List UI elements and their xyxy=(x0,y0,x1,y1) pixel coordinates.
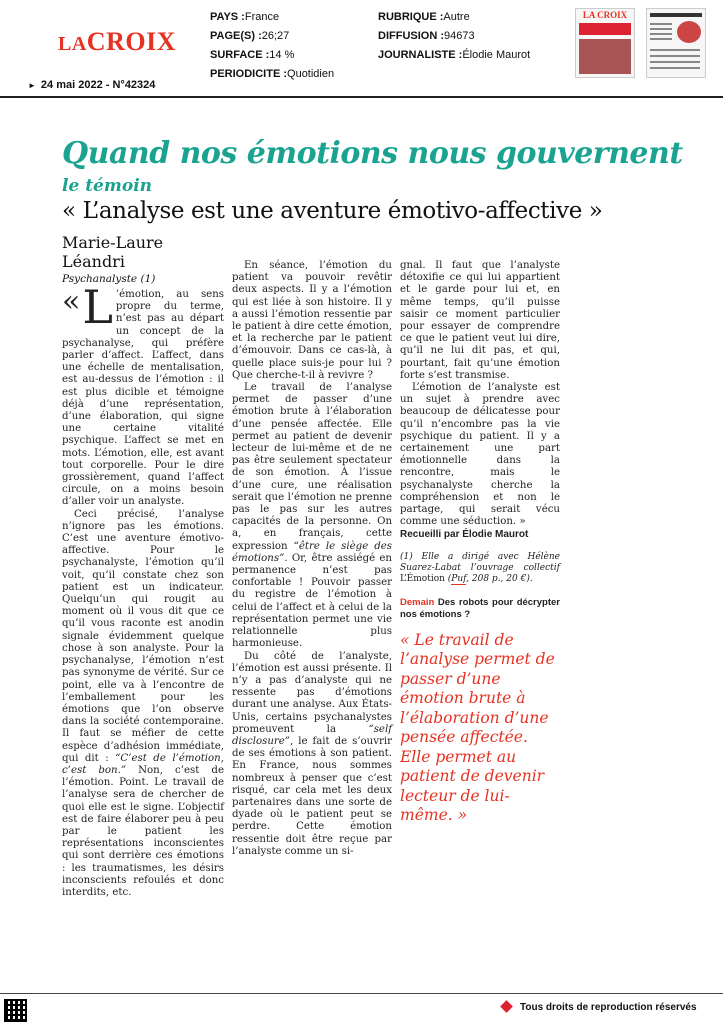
meta-diffusion: DIFFUSION :94673 xyxy=(378,30,475,42)
meta-journaliste: JOURNALISTE :Élodie Maurot xyxy=(378,49,531,61)
paragraph: En séance, l’émotion du patient va pouvoir revêtir deux aspects. Il y a l’émotion qui est liée à son histoire. Il y a aussi l’émotion ressentie par le patient à dire cette émotion, et la recherche par le patient d’émouvoir. Dans ce cas-là, à quelle place suis-je pour lui ? Que cherche-t-il à revivre ? xyxy=(232,260,392,381)
kicker: le témoin xyxy=(62,176,153,196)
page-thumbnail-2 xyxy=(646,8,706,78)
paragraph: L’émotion de l’analyste est un sujet à prendre avec beaucoup de délicatesse pour qu’il n’encombre pas la vie psychique du patient. Il y a certainement une part émotionnelle dans la rencontre, mais le psychanalyste cherche la compréhension et non le partage, qui serait vécu comme une séduction. » xyxy=(400,382,560,528)
copyright-notice: Tous droits de reproduction réservés xyxy=(502,1002,697,1013)
page-thumbnail-1: LA CROIX xyxy=(575,8,635,78)
meta-pays: PAYS :France xyxy=(210,11,280,23)
meta-left xyxy=(210,8,334,84)
next-day-teaser: Demain Des robots pour décrypter nos émotions ? xyxy=(400,596,560,620)
paragraph: gnal. Il faut que l’analyste détoxifie ce qui lui appartient et le garde pour lui et, en même temps, qu’il puisse saisir ce moment particulier pour essayer de comprendre ce que le patient veut lui dire, qu’il ne lui dit pas, et qui, pourtant, fait qu’une émotion forte s’est transmise. xyxy=(400,260,560,381)
footer-divider xyxy=(0,993,723,994)
author-name: Marie-Laure Léandri xyxy=(62,233,164,271)
triangle-right-icon: ► xyxy=(28,81,36,90)
header-divider xyxy=(0,96,723,98)
column-3 xyxy=(400,260,560,826)
paragraph: Le travail de l’analyse permet de passer d’une émotion brute à l’élaboration d’une pensée affectée. Elle permet au patient de devenir lecteur de lui-même et de ne pas être seulement spectateur de son émotion. À l’issue d’une cure, une réalisation serait que l’émotion ne prenne pas le pas sur les autres capacités de la personne. On a, en français, cette expression “être le siège des émotions”. Or, être assiégé en permanence n’est pas confortable ! Pouvoir passer du registre de l’émotion à celui de l’affect et à celui de la représentation permet une vie relationnelle plus harmonieuse. xyxy=(232,382,393,650)
meta-right xyxy=(378,8,530,65)
qr-code-icon xyxy=(4,999,27,1022)
section-title: Quand nos émotions nous gouvernent xyxy=(62,136,683,171)
headline: « L’analyse est une aventure émotivo-affective » xyxy=(62,198,603,224)
meta-surface: SURFACE :14 % xyxy=(210,49,295,61)
pull-quote: « Le travail de l’analyse permet de passer d’une émotion brute à l’élaboration d’une pensée affectée. Elle permet au patient de devenir lecteur de lui-même. » xyxy=(400,630,555,825)
author-role: Psychanalyste (1) xyxy=(62,273,156,285)
cube-icon xyxy=(500,1000,513,1013)
meta-rubrique: RUBRIQUE :Autre xyxy=(378,11,470,23)
column-2 xyxy=(232,260,392,858)
clipping-header xyxy=(0,0,723,98)
paragraph: « L ’émotion, au sens propre du terme, n’est pas au départ un concept de la psychanalyse, qui préfère parler d’affect. L’affect, dans une échelle de mentalisation, est au-dessus de l’émotion : il est plus dicible et témoigne déjà d’une représentation, d’une élaboration, qui signe une certaine vitalité psychique. L’affect se met en mots. L’émotion, elle, est avant tout corporelle. Pour le dire grossièrement, quand l’affect circule, on a moins besoin d’aller voir un analyste. xyxy=(62,280,224,508)
drop-cap: L xyxy=(82,280,113,334)
meta-periodicite: PERIODICITE :Quotidien xyxy=(210,68,335,80)
column-1 xyxy=(62,280,224,899)
issue-date: ► 24 mai 2022 - N°42324 xyxy=(28,79,156,91)
paragraph: Ceci précisé, l’analyse n’ignore pas les émotions. C’est une aventure émotivo-affective. Pour le psychanalyste, l’émotion qu’il voit, qu’il constate chez son patient est un indicateur. Quelqu’un qui rougit au moment où il vous dit que ce qu’il vous raconte est anodin signale évidemment quelque chose à son analyste. Pour la psychanalyse, l’émotion n’est pas synonyme de vérité. Sur ce point, elle va à l’encontre de l’emballement pour les émotions que l’on observe dans la société contemporaine. Il faut se méfier de cette espèce d’adhésion immédiate, qui dit : “C’est de l’émotion, c’est bon.” Non, c’est de l’émotion. Point. Le travail de l’analyse sera de chercher de quoi elle est le signe. L’objectif est de faire élaborer peu à peu par le patient les représentations inconscientes qui sont derrière ces émotions : les traumatismes, les désirs inconscients refoulés et donc interdits, etc. xyxy=(62,508,224,898)
byline: Recueilli par Élodie Maurot xyxy=(400,529,529,541)
paragraph: Du côté de l’analyste, l’émotion est aussi présente. Il n’y a pas d’analyste qui ne ressente pas d’émotions durant une analyse. Aux États-Unis, certains psychanalystes promeuvent la “self disclosure”, le fait de s’ouvrir de ses émotions à son patient. En France, nous sommes nombreux à penser que c’est risqué, car cela met les deux partenaires dans une sorte de dyade où le patient peut se perdre. Cette émotion ressentie doit être reçue par l’analyste comme un si- xyxy=(232,650,392,857)
la-croix-logo: LACROIX xyxy=(58,27,176,56)
footnote: (1) Elle a dirigé avec Hélène Suarez-Labat l’ouvrage collectif L’Émotion (Puf, 208 p., 20 €). xyxy=(400,551,560,584)
meta-pages: PAGE(S) :26;27 xyxy=(210,30,290,42)
